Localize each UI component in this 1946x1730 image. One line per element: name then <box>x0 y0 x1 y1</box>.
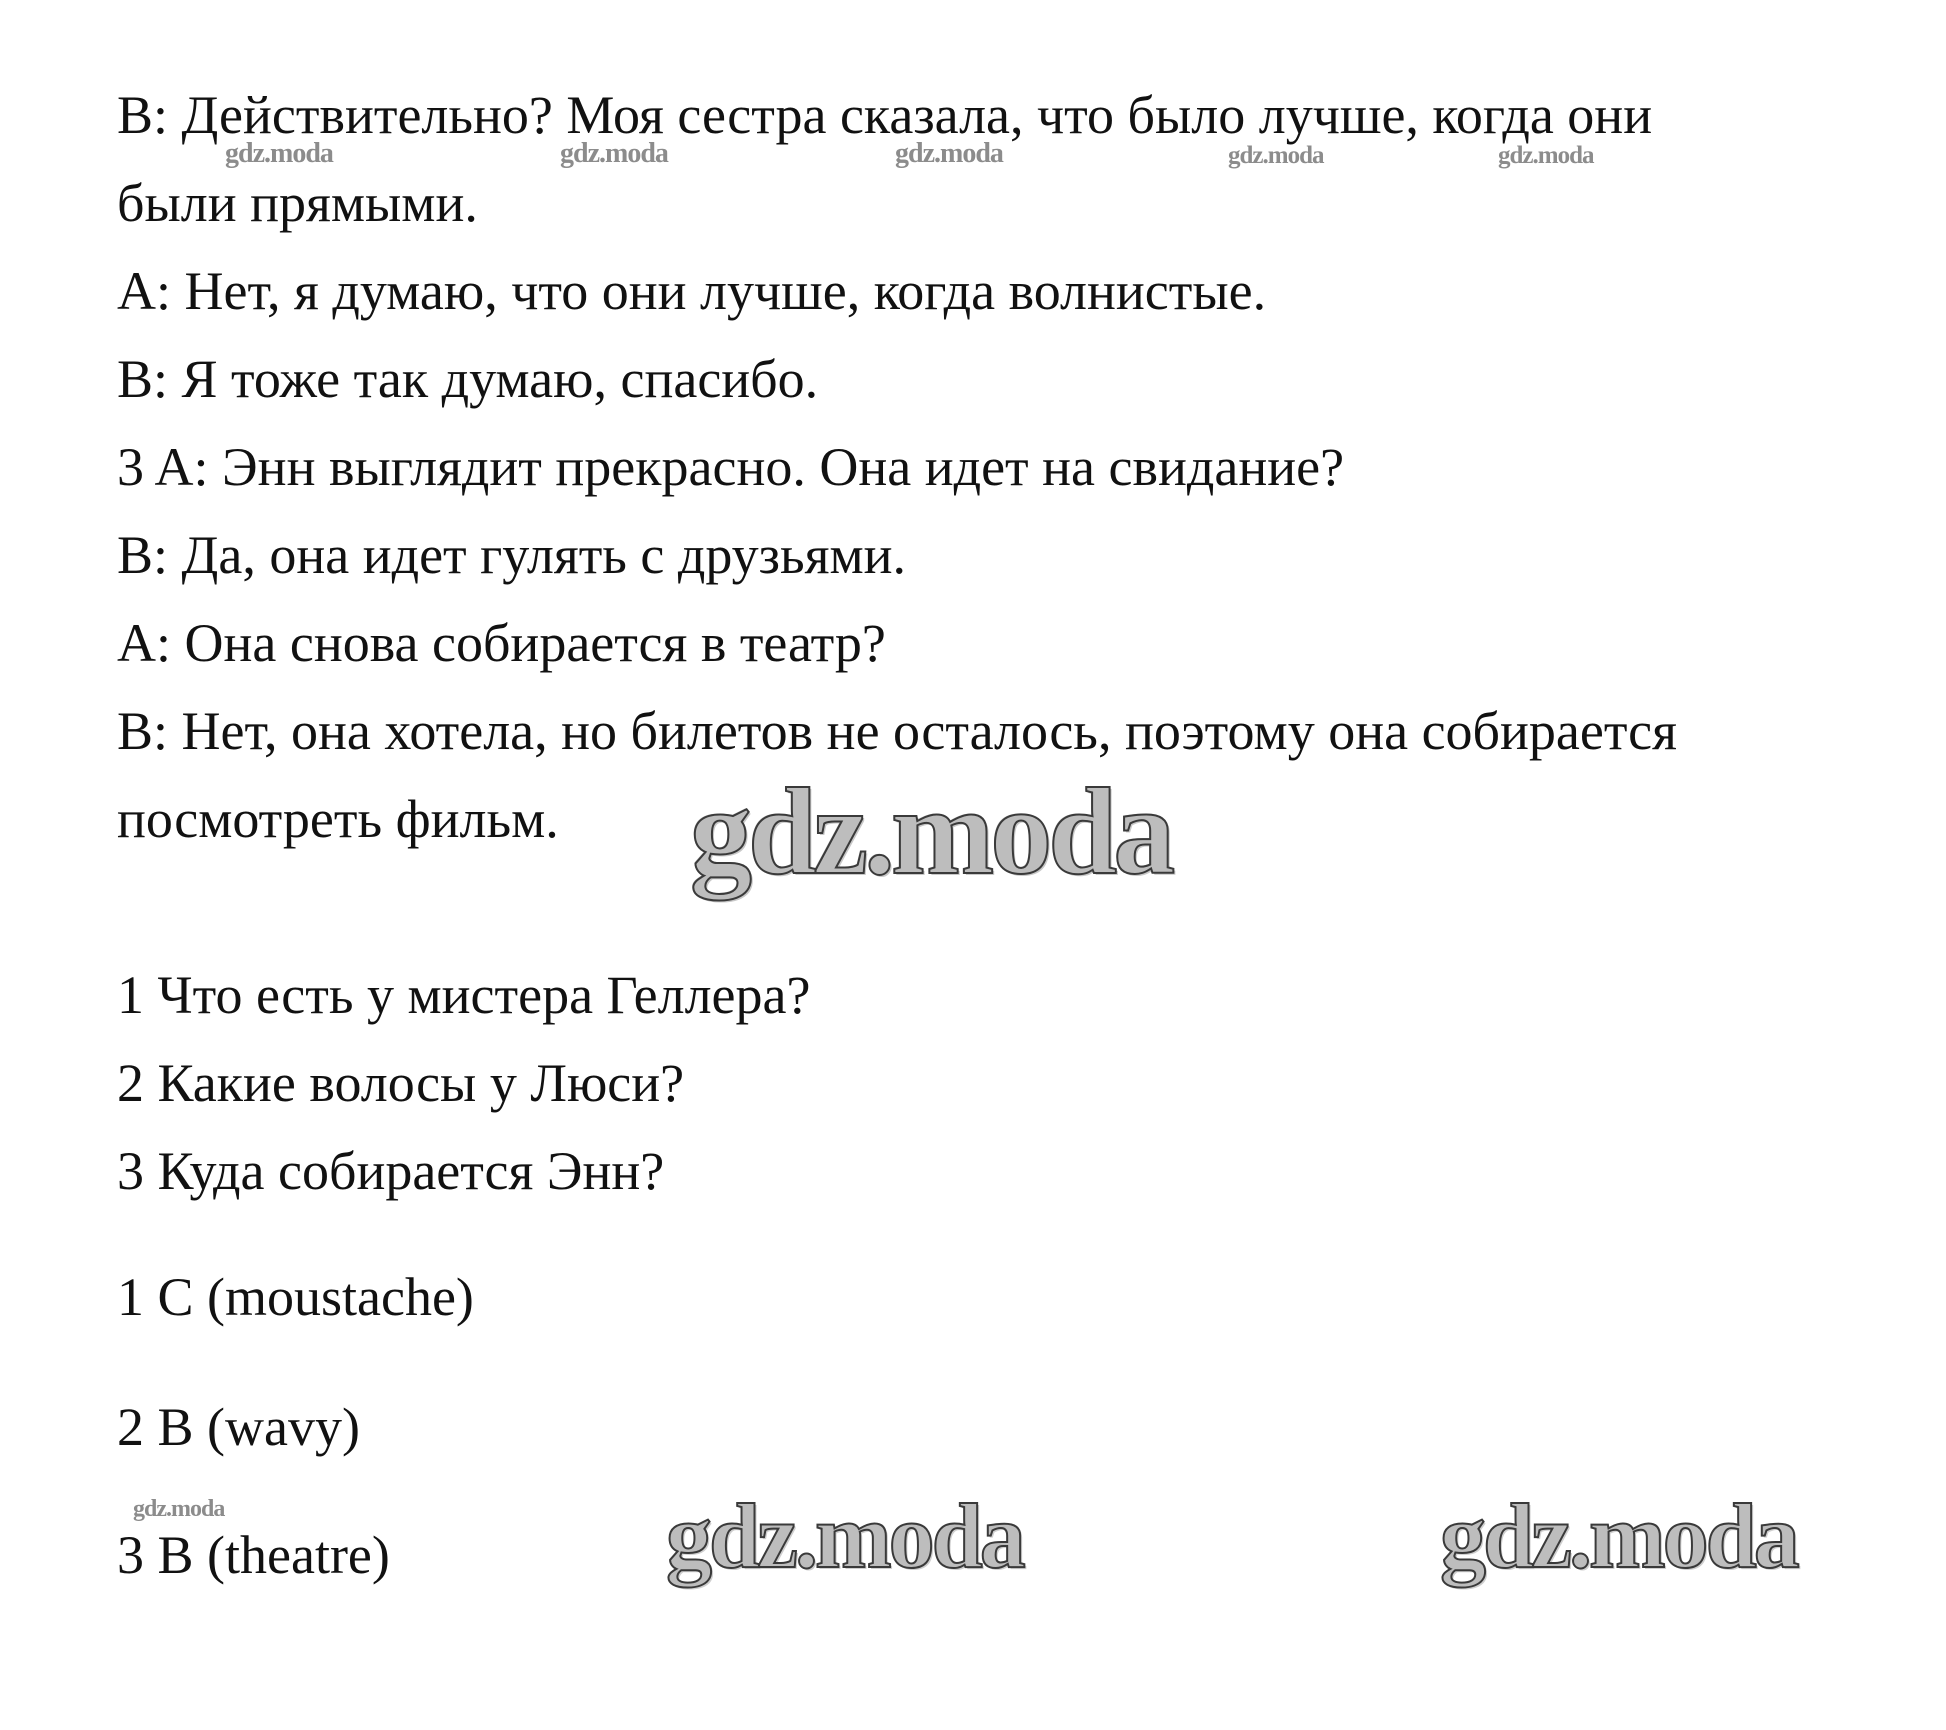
dialogue-line: B: Я тоже так думаю, спасибо. <box>117 349 819 409</box>
dialogue-line: A: Она снова собирается в театр? <box>117 613 886 673</box>
dialogue-line: были прямыми. <box>117 173 478 233</box>
dialogue-line: посмотреть фильм. <box>117 789 559 849</box>
dialogue-line: B: Нет, она хотела, но билетов не осталось, поэтому она собирается <box>117 701 1677 761</box>
watermark: gdz.moda <box>1498 142 1594 169</box>
watermark: gdz.moda <box>560 138 668 169</box>
watermark: gdz.moda <box>133 1496 225 1522</box>
dialogue-line: B: Да, она идет гулять с друзьями. <box>117 525 907 585</box>
watermark: gdz.moda <box>666 1485 1023 1587</box>
dialogue-line: 3 A: Энн выглядит прекрасно. Она идет на свидание? <box>117 437 1345 497</box>
watermark: gdz.moda <box>225 138 333 169</box>
watermark: gdz.moda <box>690 763 1172 900</box>
question-line: 2 Какие волосы у Люси? <box>117 1053 685 1113</box>
answer-line: 1 C (moustache) <box>117 1267 474 1327</box>
dialogue-line: A: Нет, я думаю, что они лучше, когда волнистые. <box>117 261 1267 321</box>
dialogue-line: B: Действительно? Моя сестра сказала, что было лучше, когда они <box>117 85 1653 145</box>
watermark: gdz.moda <box>895 138 1003 169</box>
watermark: gdz.moda <box>1228 142 1324 169</box>
question-line: 3 Куда собирается Энн? <box>117 1141 665 1201</box>
question-line: 1 Что есть у мистера Геллера? <box>117 965 811 1025</box>
watermark: gdz.moda <box>1440 1485 1797 1587</box>
answer-line: 3 B (theatre) <box>117 1525 390 1585</box>
answer-line: 2 B (wavy) <box>117 1397 360 1457</box>
